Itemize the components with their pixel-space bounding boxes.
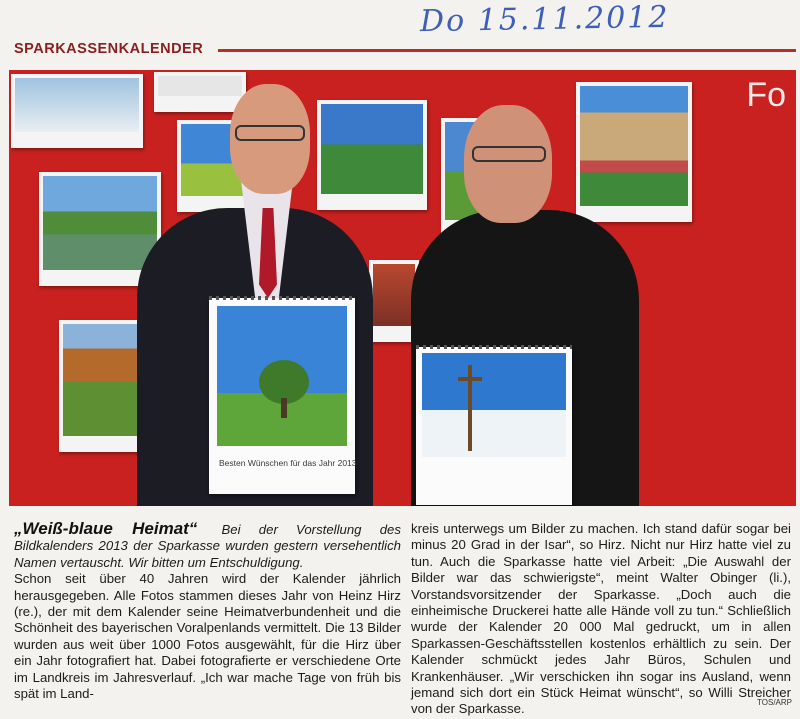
held-calendar-tree [209,298,355,494]
correction-text: Bei der Vorstellung des Bildkalenders 2013 der Sparkasse wurden gestern versehentlich Namen vertauscht. Wir bitten um Entschuldigung. [14,522,401,570]
article-paragraph-col1: Schon seit über 40 Jahren wird der Kalender jährlich herausgegeben. Alle Fotos stammen dieses Jahr von Heinz Hirz (re.), der mit dem Kalender seine Heimatverbundenheit und die Schönheit des bayerischen Voralpenlands vermittelt. Die 13 Bilder wurden aus weit über 1000 Fotos ausgewählt, für die Hirz über ein Jahr fotografiert hat. Dabei fotografierte er verschiedene Orte im Landkreis im Jahresverlauf. „Ich war mache Tage von früh bis spät im Land- [14,571,401,702]
calendar-spiral [416,345,572,349]
glasses-right [472,146,546,162]
masthead-bleed [600,0,800,48]
wall-calendar-mountain-lake [317,100,427,210]
handwritten-date: Do 15.11.2012 [419,0,670,40]
winter-photo [422,353,566,457]
rubric-rule [218,49,796,52]
photo-credit: TOS/ARP [757,697,792,707]
article-column-1 [14,521,401,702]
held-calendar-caption: Besten Wünschen für das Jahr 2013 [219,458,357,468]
held-calendar-winter-cross [416,347,572,505]
correction-notice [14,521,401,571]
glasses-left [235,125,305,141]
article-paragraph-col2: kreis unterwegs um Bilder zu machen. Ich stand dafür sogar bei minus 20 Grad in der Isar“, so Hirz. Nicht nur Hirz hatte viel zu tun. Auch die Sparkasse hatte viel Arbeit: „Die Auswahl der Bilder war das schwierigste“, meint Walter Obinger (li.), Vorstandsvorsitzender der Sparkasse. „Doch auch die einheimische Druckerei hatte alle Hände voll zu tun.“ Schließlich wurde der Kalender 20 000 Mal gedruckt, um in allen Sparkassen-Geschäftsstellen kostenlos erhältlich zu sein. Der Kalender schmückt jedes Jahr Büros, Schulen und Krankenhäuser. „Wir verschicken ihn sogar ins Ausland, wenn jemand sich dort ein Stück Heimat wünscht“, so Willi Streicher von der Sparkasse. [411,521,791,717]
wall-calendar-monastery [576,82,692,222]
article [14,519,796,717]
wall-calendar-top-small [154,72,246,112]
wayside-cross-bar [458,377,482,381]
section-rubric: SPARKASSENKALENDER [14,41,204,57]
backdrop-lettering: Fo [746,76,786,114]
article-photo [9,70,796,506]
article-headline: „Weiß-blaue Heimat“ [14,519,198,538]
wall-calendar-winter-lake [11,74,143,148]
tree-trunk [281,398,287,418]
article-column-2 [411,521,791,718]
calendar-spiral [209,296,355,300]
head-right [464,105,552,223]
